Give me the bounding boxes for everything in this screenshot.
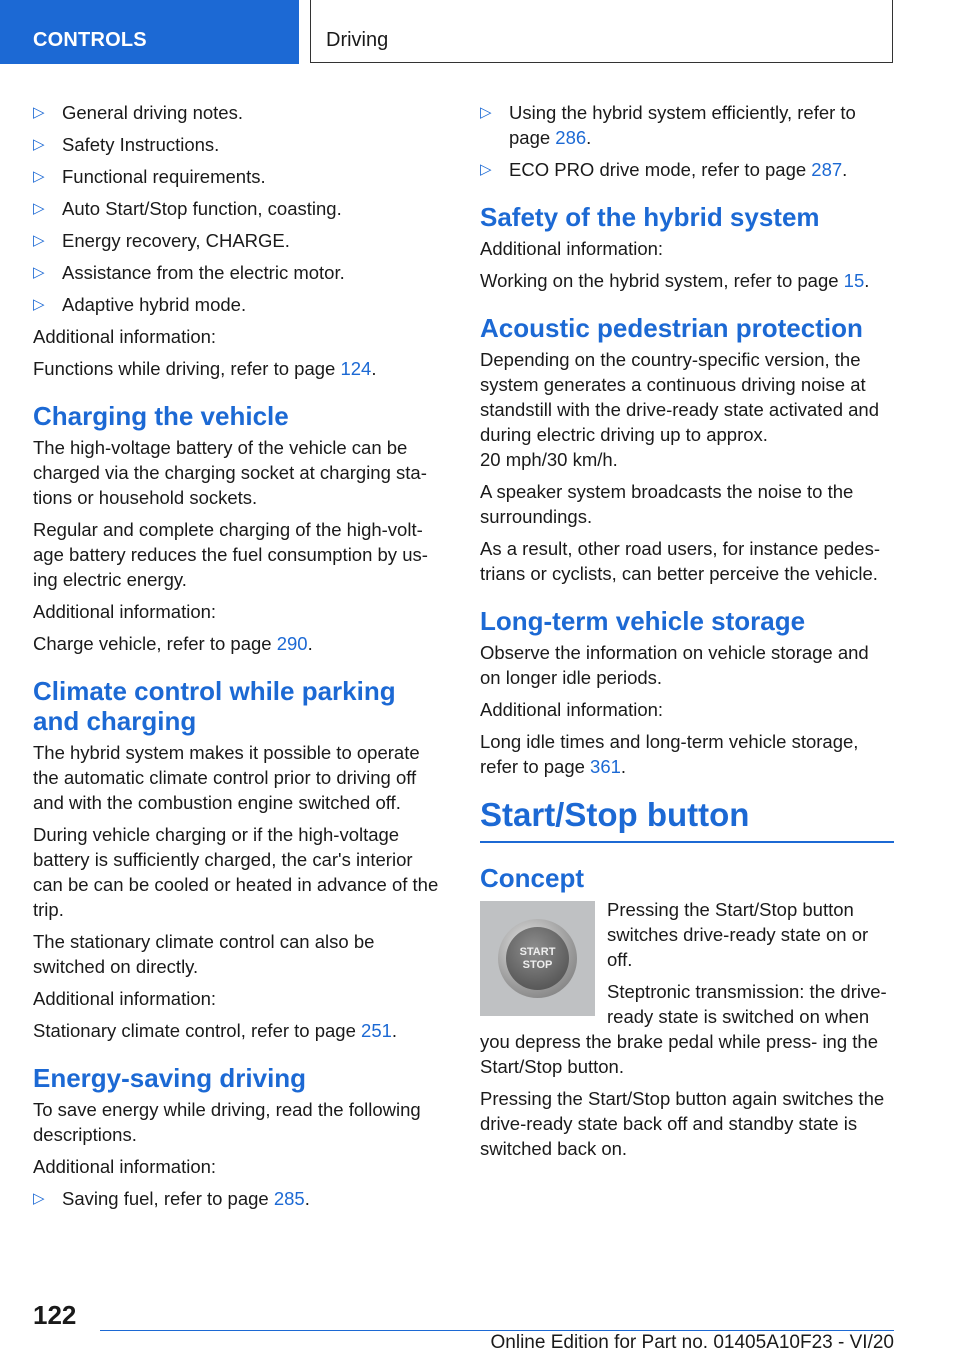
list-item: ▷ Auto Start/Stop function, coasting.: [33, 198, 342, 219]
list-item: ▷ Functional requirements.: [33, 166, 266, 187]
page-link[interactable]: 361: [590, 756, 621, 777]
paragraph: To save energy while driving, read the following descriptions.: [33, 1099, 421, 1145]
page-link[interactable]: 290: [276, 633, 308, 654]
paragraph: Pressing the Start/Stop button switches drive-ready state on or off.: [607, 899, 869, 970]
list-item: ▷ ECO PRO drive mode, refer to page 287.: [480, 159, 848, 180]
reference-line: Stationary climate control, refer to page 251.: [33, 1020, 398, 1041]
triangle-bullet-icon: ▷: [33, 1190, 45, 1207]
triangle-bullet-icon: ▷: [33, 104, 45, 121]
chapter-header: [310, 0, 893, 63]
section-heading: Safety of the hybrid system: [480, 202, 820, 232]
reference-line: Functions while driving, refer to page 124.: [33, 358, 377, 379]
additional-info-label: Additional information:: [480, 238, 664, 259]
page-number: 122: [33, 1300, 77, 1330]
paragraph: Depending on the country-specific version, the system generates a continuous driving noise at standstill with the drive-ready state activated and during electric driving up to approx. 20 mph/30 km/h.: [480, 349, 879, 470]
list-item: ▷ Safety Instructions.: [33, 134, 220, 155]
paragraph: Steptronic transmission: the drive-ready state is switched on when you depress the brake pedal while press- ing the Start/Stop button.: [480, 981, 887, 1077]
list-item: ▷ Using the hybrid system efficiently, refer to page 286.: [480, 102, 856, 148]
page-link[interactable]: 15: [843, 270, 865, 291]
hybrid-refs-list: [480, 100, 894, 182]
triangle-bullet-icon: ▷: [480, 161, 492, 178]
section-heading: Energy-saving driving: [33, 1063, 307, 1093]
list-item: ▷ Adaptive hybrid mode.: [33, 294, 247, 315]
chapter-heading: Start/Stop button: [480, 795, 894, 843]
additional-info-label: Additional information:: [33, 1156, 217, 1177]
left-column: [33, 100, 443, 1218]
additional-info-label: Additional information:: [480, 699, 664, 720]
list-item: ▷ Saving fuel, refer to page 285.: [33, 1188, 310, 1209]
section-heading: Charging the vehicle: [33, 401, 289, 431]
edition-note: Online Edition for Part no. 01405A10F23 - VI/20: [490, 1332, 894, 1353]
page-link[interactable]: 287: [811, 159, 843, 180]
paragraph: The stationary climate control can also be switched on directly.: [33, 931, 375, 977]
button-face: START STOP: [506, 927, 569, 990]
section-heading: Acoustic pedestrian protection: [480, 313, 863, 343]
additional-info-label: Additional information:: [33, 601, 217, 622]
additional-info-label: Additional information:: [33, 988, 217, 1009]
list-item: ▷ General driving notes.: [33, 102, 243, 123]
section-tab: [0, 0, 299, 64]
reference-line: Long idle times and long-term vehicle storage, refer to page 361.: [480, 731, 859, 777]
paragraph: A speaker system broadcasts the noise to the surroundings.: [480, 481, 854, 527]
section-heading: Concept: [480, 863, 584, 893]
triangle-bullet-icon: ▷: [33, 168, 45, 185]
footer-divider: [100, 1330, 894, 1331]
reference-line: Charge vehicle, refer to page 290.: [33, 633, 313, 654]
triangle-bullet-icon: ▷: [33, 264, 45, 281]
triangle-bullet-icon: ▷: [480, 104, 492, 121]
list-item: ▷ Assistance from the electric motor.: [33, 262, 345, 283]
section-heading: Long-term vehicle storage: [480, 606, 806, 636]
concept-block: [480, 897, 894, 1161]
driving-notes-list: [33, 100, 443, 317]
paragraph: The hybrid system makes it possible to operate the automatic climate control prior to driving off and with the combustion engine switched off.: [33, 742, 420, 813]
section-title: CONTROLS: [33, 29, 147, 51]
chapter-title: Driving: [326, 29, 389, 51]
right-column: [480, 100, 894, 1168]
triangle-bullet-icon: ▷: [33, 296, 45, 313]
paragraph: Pressing the Start/Stop button again switches the drive-ready state back off and standby state is switched back on.: [480, 1088, 885, 1159]
triangle-bullet-icon: ▷: [33, 200, 45, 217]
triangle-bullet-icon: ▷: [33, 232, 45, 249]
page-link[interactable]: 124: [340, 358, 372, 379]
paragraph: Observe the information on vehicle storage and on longer idle periods.: [480, 642, 869, 688]
additional-info-label: Additional information:: [33, 326, 217, 347]
page-link[interactable]: 286: [555, 127, 587, 148]
start-stop-button-image: [480, 901, 595, 1016]
energy-list: [33, 1186, 443, 1211]
triangle-bullet-icon: ▷: [33, 136, 45, 153]
page-link[interactable]: 285: [273, 1188, 305, 1209]
list-item: ▷ Energy recovery, CHARGE.: [33, 230, 290, 251]
paragraph: Regular and complete charging of the high-volt- age battery reduces the fuel consumption by us- ing electric energy.: [33, 519, 428, 590]
paragraph: During vehicle charging or if the high-voltage battery is sufficiently charged, the car's interior can be can be cooled or heated in advance of the trip.: [33, 824, 439, 920]
paragraph: As a result, other road users, for instance pedes- trians or cyclists, can better perceive the vehicle.: [480, 538, 881, 584]
section-heading: Climate control while parking and charging: [33, 676, 396, 736]
page-link[interactable]: 251: [361, 1020, 392, 1041]
reference-line: Working on the hybrid system, refer to page 15.: [480, 270, 870, 291]
paragraph: The high-voltage battery of the vehicle can be charged via the charging socket at charging sta- tions or household sockets.: [33, 437, 427, 508]
